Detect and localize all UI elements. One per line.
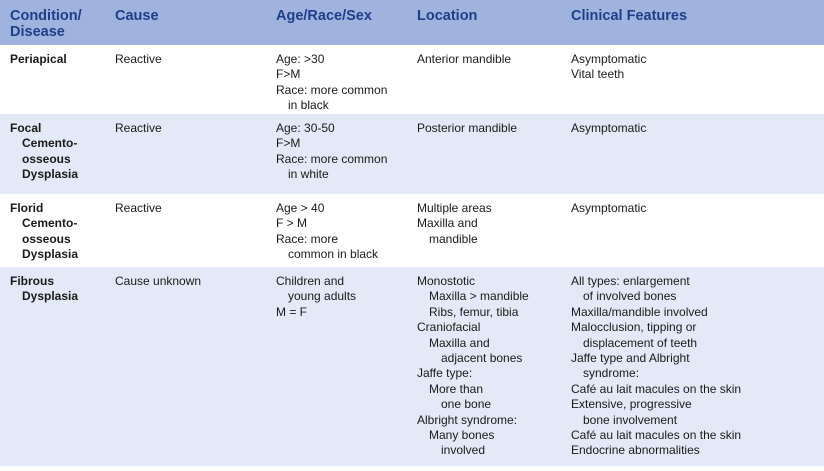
clinical-features-cell: Asymptomatic [571, 201, 647, 215]
age-race-sex-cell: Age: >30 F>M Race: more common in black [276, 52, 388, 113]
cause-cell: Cause unknown [115, 274, 202, 288]
condition-cell: Florid Cemento- osseous Dysplasia [10, 201, 79, 262]
clinical-features-cell: Asymptomatic [571, 121, 647, 135]
table-row [0, 194, 824, 267]
table-row [0, 267, 824, 466]
clinical-features-cell: All types: enlargement of involved bones Maxilla/mandible involved Malocclusion, tipping or displacement of teeth Jaffe type and Albright syndrome: Café au lait macules on the skin Extensive, progressive bone involvement Café au lait macules on the skin Endocrine abnormalities [571, 274, 742, 458]
header-age-race-sex: Age/Race/Sex [276, 8, 372, 24]
age-race-sex-cell: Age > 40 F > M Race: more common in black [276, 201, 379, 262]
cause-cell: Reactive [115, 201, 162, 215]
header-condition: Condition/ Disease [10, 8, 82, 40]
age-race-sex-cell: Age: 30-50 F>M Race: more common in white [276, 121, 388, 182]
cause-cell: Reactive [115, 52, 162, 66]
location-cell: Anterior mandible [417, 52, 512, 66]
header-location: Location [417, 8, 478, 24]
location-cell: Monostotic Maxilla > mandible Ribs, femur, tibia Craniofacial Maxilla and adjacent bones Jaffe type: More than one bone Albright syndrome: Many bones involved [417, 274, 529, 458]
cause-cell: Reactive [115, 121, 162, 135]
header-cause: Cause [115, 8, 159, 24]
age-race-sex-cell: Children and young adults M = F [276, 274, 357, 319]
condition-cell: Focal Cemento- osseous Dysplasia [10, 121, 79, 182]
table-row [0, 114, 824, 194]
location-cell: Posterior mandible [417, 121, 518, 135]
location-cell: Multiple areas Maxilla and mandible [417, 201, 492, 246]
table-row [0, 45, 824, 114]
condition-cell: Periapical [10, 52, 67, 66]
condition-cell: Fibrous Dysplasia [10, 274, 79, 304]
table-header-row [0, 0, 824, 45]
clinical-features-cell: Asymptomatic Vital teeth [571, 52, 647, 82]
header-clinical-features: Clinical Features [571, 8, 688, 24]
